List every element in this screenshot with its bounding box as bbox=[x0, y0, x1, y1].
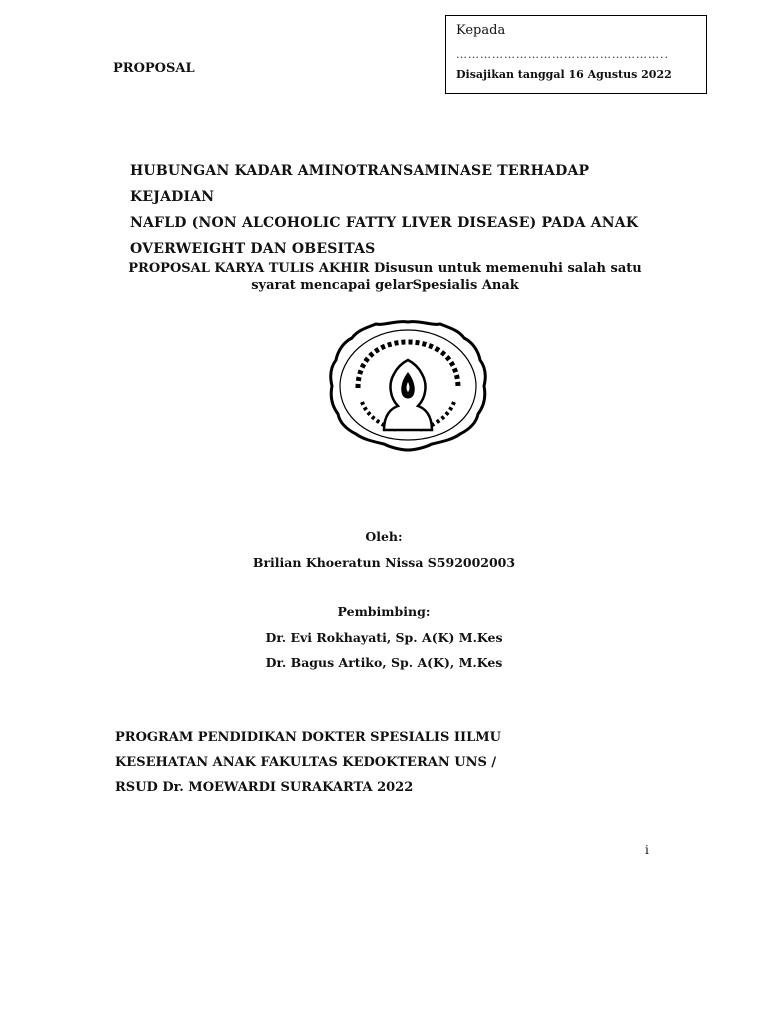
supervisor-name: Dr. Bagus Artiko, Sp. A(K), M.Kes bbox=[265, 655, 503, 670]
supervisor-name: Dr. Evi Rokhayati, Sp. A(K) M.Kes bbox=[265, 630, 503, 645]
document-subtitle bbox=[110, 260, 660, 294]
title-line: HUBUNGAN KADAR AMINOTRANSAMINASE TERHADAP KEJADIAN bbox=[130, 163, 590, 205]
author-label: Oleh: bbox=[365, 529, 403, 544]
author-name: Brilian Khoeratun Nissa S592002003 bbox=[252, 555, 516, 570]
subtitle-line: PROPOSAL KARYA TULIS AKHIR Disusun untuk memenuhi salah satu bbox=[128, 261, 642, 276]
title-line: OVERWEIGHT DAN OBESITAS bbox=[130, 241, 376, 257]
proposal-label: PROPOSAL bbox=[113, 61, 195, 76]
recipient-label: Kepada bbox=[456, 23, 506, 38]
university-seal-icon bbox=[328, 318, 488, 452]
institution-line: KESEHATAN ANAK FAKULTAS KEDOKTERAN UNS / bbox=[115, 755, 497, 770]
recipient-box bbox=[445, 15, 707, 94]
supervisor-label: Pembimbing: bbox=[337, 604, 431, 619]
institution-line: RSUD Dr. MOEWARDI SURAKARTA 2022 bbox=[115, 780, 414, 795]
page-number: i bbox=[645, 843, 649, 857]
subtitle-line: syarat mencapai gelarSpesialis Anak bbox=[251, 278, 519, 293]
institution-line: PROGRAM PENDIDIKAN DOKTER SPESIALIS IILMU bbox=[115, 730, 501, 745]
document-title bbox=[130, 158, 670, 262]
recipient-blank-line: …………………………………………….. bbox=[456, 48, 669, 61]
presented-date: Disajikan tanggal 16 Agustus 2022 bbox=[456, 68, 672, 81]
title-line: NAFLD (NON ALCOHOLIC FATTY LIVER DISEASE) PADA ANAK bbox=[130, 215, 639, 231]
